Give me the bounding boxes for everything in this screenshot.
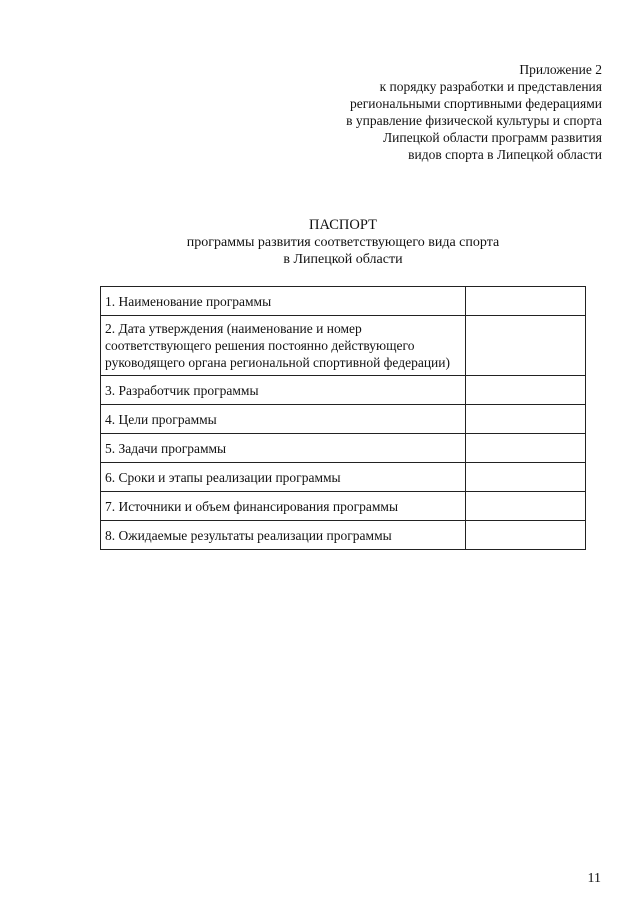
row-label: 4. Цели программы — [101, 405, 466, 434]
row-label: 8. Ожидаемые результаты реализации программы — [101, 521, 466, 550]
row-value — [465, 463, 585, 492]
row-value — [465, 492, 585, 521]
table-row — [101, 492, 586, 521]
row-label: 7. Источники и объем финансирования программы — [101, 492, 466, 521]
row-label: 5. Задачи программы — [101, 434, 466, 463]
row-label: 2. Дата утверждения (наименование и номер соответствующего решения постоянно действующего руководящего органа региональной спортивной федерации) — [101, 316, 466, 376]
table-row — [101, 521, 586, 550]
header-line: региональными спортивными федерациями — [350, 96, 602, 111]
table-row — [101, 463, 586, 492]
header-line: Липецкой области программ развития — [382, 130, 602, 145]
header-line: к порядку разработки и представления — [379, 79, 602, 94]
subtitle-line: в Липецкой области — [283, 252, 403, 267]
row-label: 6. Сроки и этапы реализации программы — [101, 463, 466, 492]
row-value — [465, 434, 585, 463]
table-row — [101, 316, 586, 376]
row-value — [465, 287, 585, 316]
page-number: 11 — [587, 871, 601, 886]
row-value — [465, 376, 585, 405]
row-label: 3. Разработчик программы — [101, 376, 466, 405]
passport-table — [100, 286, 586, 550]
table-row — [101, 287, 586, 316]
header-line: видов спорта в Липецкой области — [408, 147, 602, 162]
document-title — [100, 217, 586, 268]
header-line: Приложение 2 — [519, 62, 602, 77]
subtitle-line: программы развития соответствующего вида спорта — [186, 235, 500, 250]
row-value — [465, 521, 585, 550]
table-row — [101, 405, 586, 434]
table-row — [101, 434, 586, 463]
row-label: 1. Наименование программы — [101, 287, 466, 316]
row-value — [465, 405, 585, 434]
title-line: ПАСПОРТ — [309, 217, 377, 233]
table-row — [101, 376, 586, 405]
appendix-header — [242, 61, 602, 163]
row-value — [465, 316, 585, 376]
header-line: в управление физической культуры и спорта — [346, 113, 602, 128]
